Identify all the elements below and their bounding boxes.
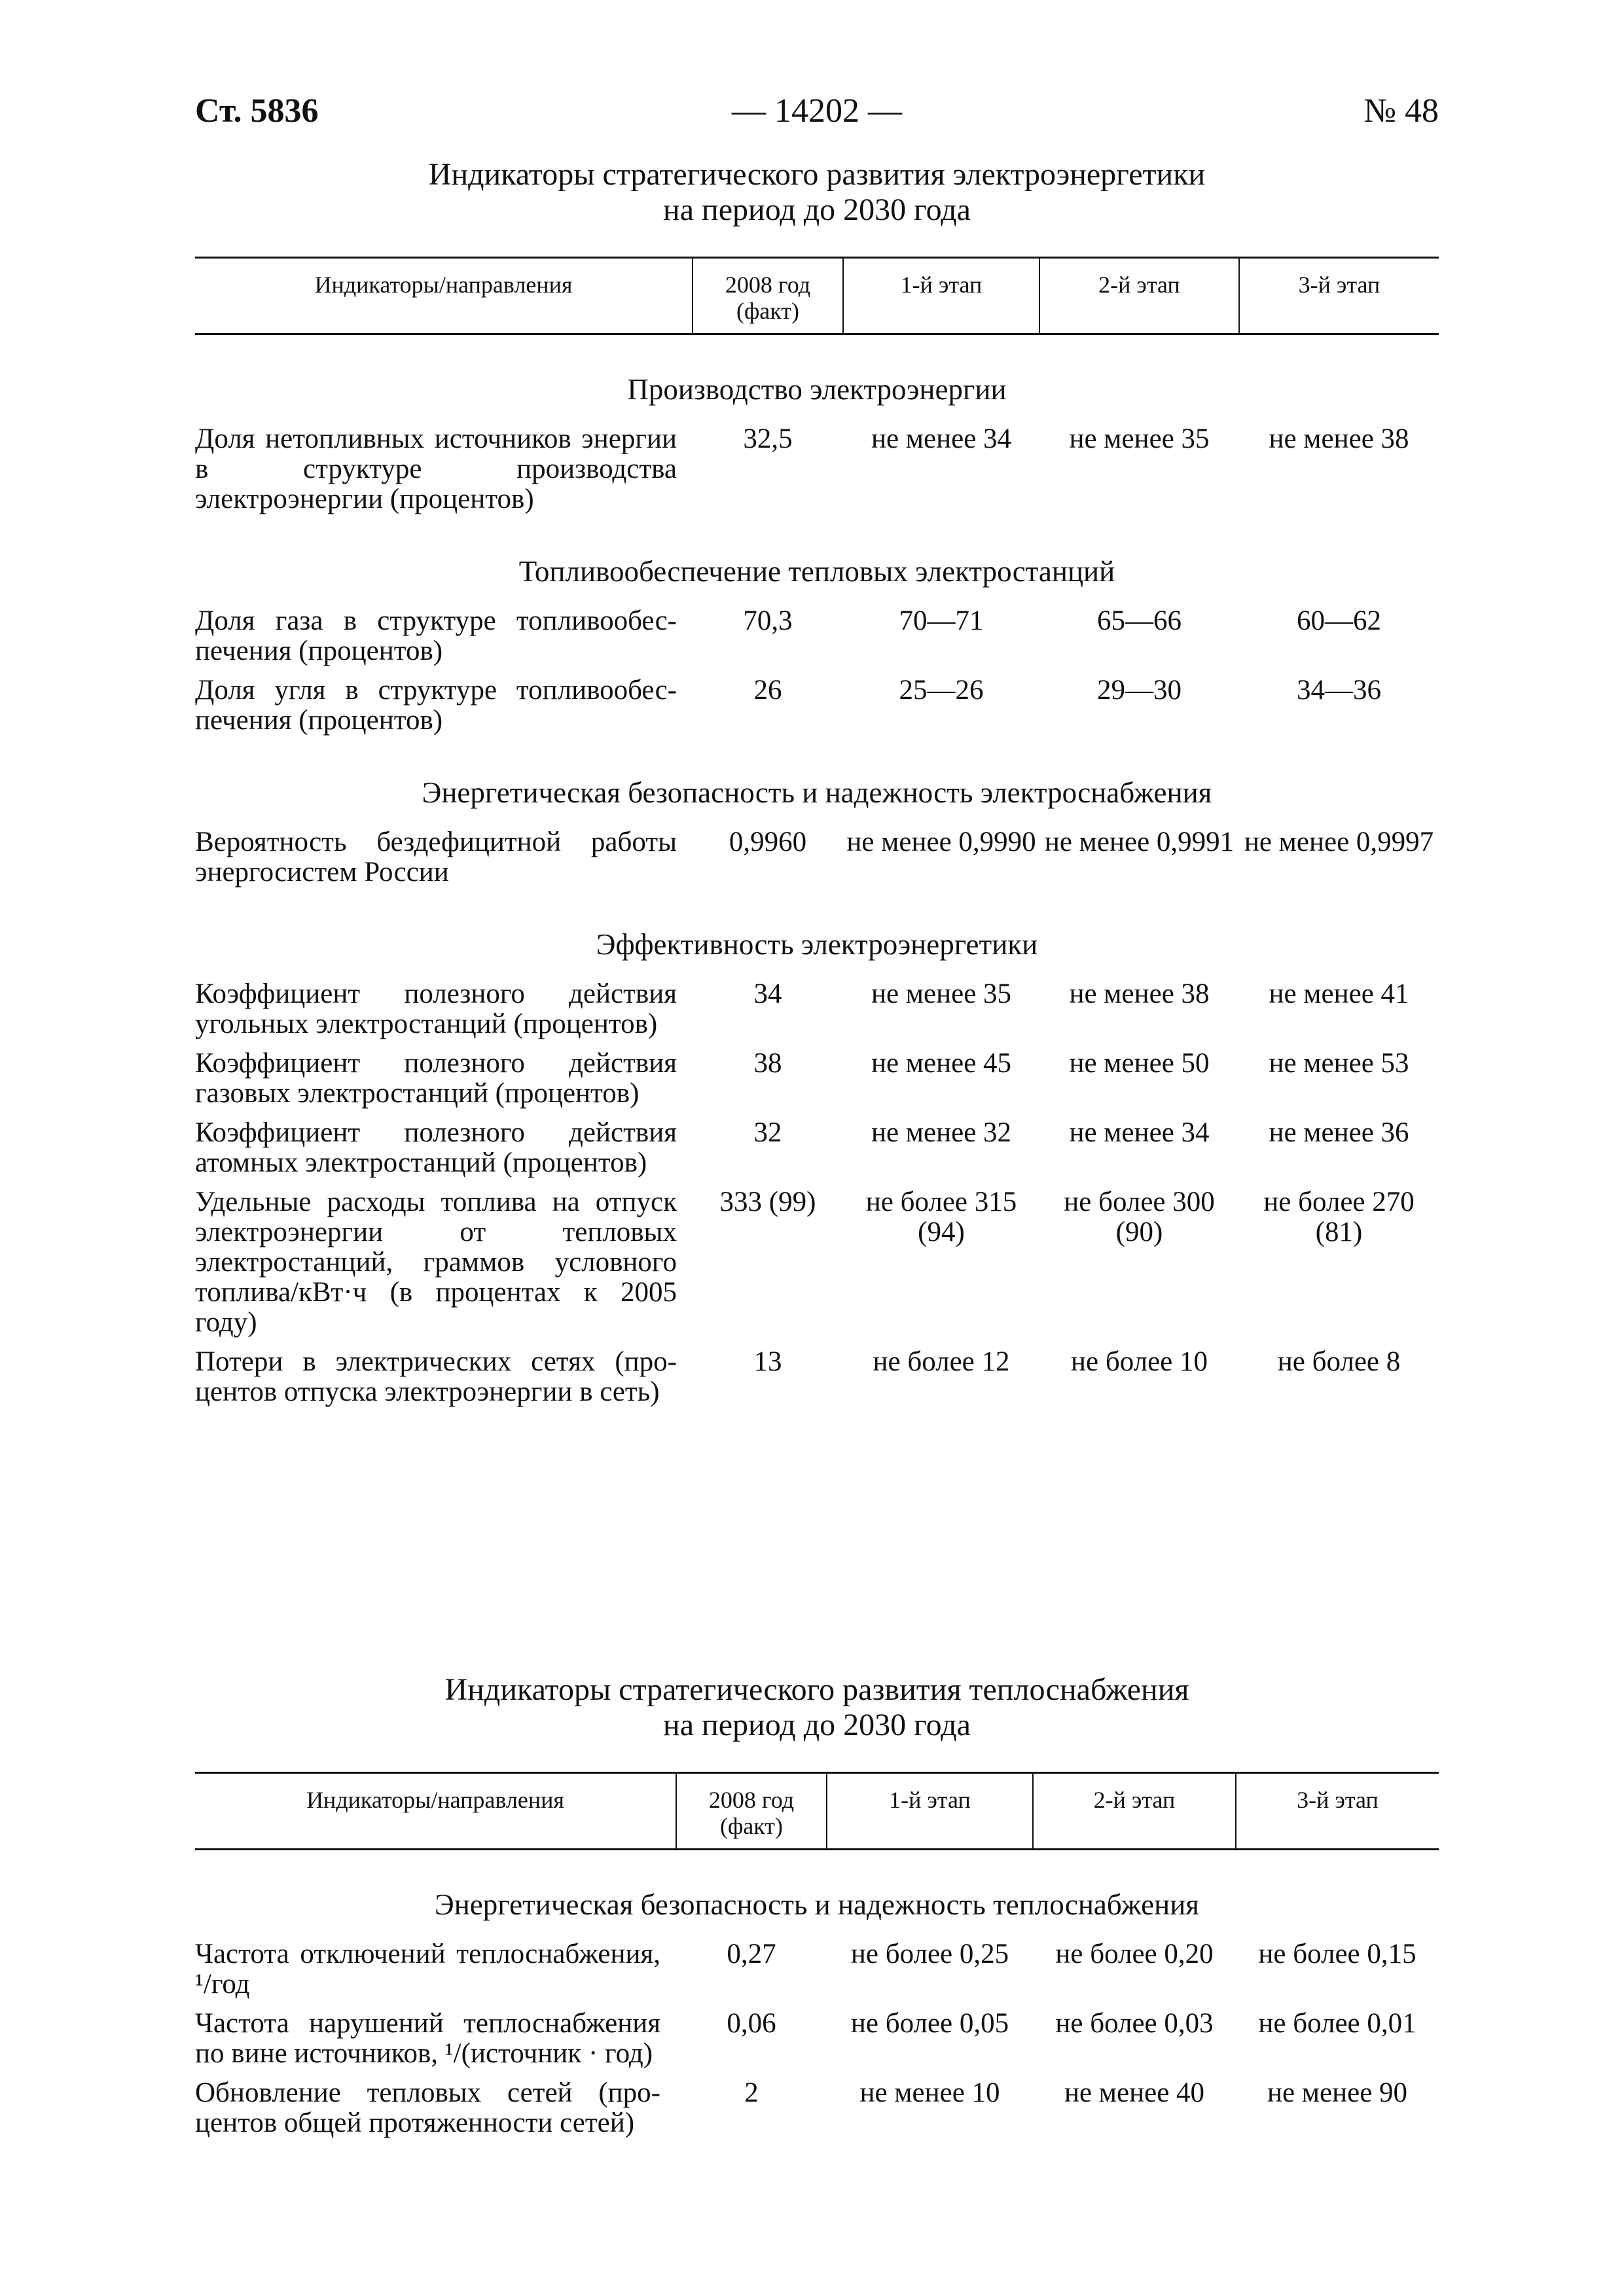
indicator-row	[195, 979, 1439, 1049]
col-header: Индикаторы/направления	[195, 258, 693, 334]
indicator-name: Вероятность бездефицитной работы энергосистем России	[195, 827, 677, 888]
indicator-value: 32,5	[743, 423, 793, 454]
indicator-row	[195, 606, 1439, 675]
group-heading-row	[195, 1850, 1439, 1940]
indicator-value: не менее 32	[871, 1117, 1012, 1148]
indicator-value: 0,27	[727, 1939, 776, 1969]
indicator-row	[195, 2078, 1439, 2147]
indicator-value: не менее 34	[1069, 1117, 1210, 1148]
indicator-value: не более 10	[1070, 1346, 1208, 1377]
indicator-name: Доля нетопливных источников энергии в структуре производства электроэнергии (процентов)	[195, 423, 677, 514]
indicator-value: не более 0,03	[1055, 2008, 1214, 2039]
indicator-value: не более 0,01	[1258, 2008, 1416, 2039]
indicator-name: Доля угля в структуре топливообеспечения (процентов)	[195, 675, 677, 736]
indicator-value: 60—62	[1297, 605, 1381, 636]
indicator-row	[195, 424, 1439, 524]
indicator-value: не менее 53	[1269, 1048, 1409, 1079]
indicator-value: не менее 35	[871, 978, 1012, 1009]
indicator-row	[195, 1118, 1439, 1187]
group-heading-row	[195, 334, 1439, 425]
group-heading-row	[195, 745, 1439, 827]
heat-table-title	[195, 1672, 1439, 1743]
indicator-value: 29—30	[1097, 675, 1182, 706]
indicator-value: 0,9960	[729, 827, 807, 857]
col-header: 1-й этап	[843, 258, 1039, 334]
issue-number: № 48	[1363, 92, 1439, 130]
heat-supply-indicators-table	[195, 1772, 1439, 2147]
col-header: 1-й этап	[827, 1773, 1033, 1850]
electricity-indicators-table	[195, 257, 1439, 1416]
col-header: 2-й этап	[1039, 258, 1239, 334]
indicator-value: 70,3	[743, 605, 793, 636]
indicator-value: не более 0,25	[850, 1939, 1009, 1969]
indicator-value: 65—66	[1097, 605, 1182, 636]
group-heading: Энергетическая безопасность и надежность теплоснабжения	[434, 1888, 1200, 1921]
article-number: Ст. 5836	[195, 92, 319, 130]
indicator-value: не менее 35	[1069, 423, 1210, 454]
indicator-row	[195, 1049, 1439, 1118]
group-heading: Эффективность электроэнергетики	[596, 928, 1038, 961]
indicator-row	[195, 675, 1439, 745]
indicator-value: не менее 0,9997	[1244, 827, 1434, 857]
col-header: 2-й этап	[1033, 1773, 1236, 1850]
indicator-value: не менее 45	[871, 1048, 1012, 1079]
indicator-value: не более 315 (94)	[865, 1187, 1017, 1247]
indicator-name: Частота нарушений теплоснабжения по вине источников, ¹/(источник · год)	[195, 2008, 660, 2069]
indicator-value: 26	[753, 675, 782, 706]
title-line: на период до 2030 года	[663, 1708, 971, 1742]
indicator-row	[195, 1187, 1439, 1347]
indicator-value: не менее 38	[1069, 978, 1210, 1009]
col-header: 2008 год (факт)	[676, 1773, 827, 1850]
indicator-value: 25—26	[899, 675, 984, 706]
page-header	[195, 92, 1439, 137]
indicator-value: не более 0,05	[850, 2008, 1009, 2039]
heat-supply-indicators-section	[195, 1672, 1439, 2147]
indicator-value: 2	[744, 2077, 759, 2108]
electricity-indicators-section	[195, 157, 1439, 1416]
indicator-row	[195, 1347, 1439, 1416]
title-line: Индикаторы стратегического развития теплоснабжения	[444, 1672, 1189, 1707]
group-heading: Энергетическая безопасность и надежность электроснабжения	[422, 776, 1212, 809]
group-heading: Топливообеспечение тепловых электростанций	[518, 555, 1115, 588]
col-header: 3-й этап	[1239, 258, 1439, 334]
indicator-value: не более 300 (90)	[1064, 1187, 1215, 1247]
group-heading-row	[195, 524, 1439, 606]
indicator-value: не менее 36	[1269, 1117, 1409, 1148]
indicator-name: Доля газа в структуре топливообеспечения (процентов)	[195, 605, 677, 666]
indicator-value: 0,06	[727, 2008, 776, 2039]
header-row	[195, 1773, 1439, 1850]
indicator-value: не менее 90	[1267, 2077, 1408, 2108]
indicator-value: не менее 38	[1269, 423, 1409, 454]
indicator-value: 70—71	[899, 605, 984, 636]
col-header: 2008 год (факт)	[693, 258, 843, 334]
col-header: Индикаторы/направления	[195, 1773, 676, 1850]
title-line: на период до 2030 года	[663, 192, 971, 227]
indicator-value: 333 (99)	[719, 1187, 816, 1217]
indicator-value: 32	[753, 1117, 782, 1148]
indicator-name: Обновление тепловых сетей (процентов общей протяженности сетей)	[195, 2077, 660, 2138]
indicator-value: не менее 50	[1069, 1048, 1210, 1079]
group-heading-row	[195, 897, 1439, 979]
indicator-value: не более 0,15	[1258, 1939, 1416, 1969]
col-header: 3-й этап	[1236, 1773, 1439, 1850]
indicator-name: Частота отключений теплоснабжения, ¹/год	[195, 1939, 660, 2000]
indicator-name: Потери в электрических сетях (процентов отпуска электроэнергии в сеть)	[195, 1346, 677, 1407]
indicator-value: 13	[753, 1346, 782, 1377]
header-row	[195, 258, 1439, 334]
indicator-name: Удельные расходы топлива на отпуск электроэнергии от тепловых электростанций, граммов условного топлива/кВт·ч (в процентах к 2005 году)	[195, 1187, 677, 1338]
indicator-value: не менее 10	[859, 2077, 1000, 2108]
indicator-name: Коэффициент полезного действия атомных электростанций (процентов)	[195, 1117, 677, 1178]
indicator-value: не менее 34	[871, 423, 1012, 454]
indicator-value: не менее 41	[1269, 978, 1409, 1009]
indicator-row	[195, 827, 1439, 897]
indicator-row	[195, 2009, 1439, 2078]
indicator-value: не более 270 (81)	[1263, 1187, 1415, 1247]
indicator-value: 34	[753, 978, 782, 1009]
indicator-name: Коэффициент полезного действия угольных электростанций (процентов)	[195, 978, 677, 1039]
indicator-name: Коэффициент полезного действия газовых электростанций (процентов)	[195, 1048, 677, 1109]
indicator-value: 38	[753, 1048, 782, 1079]
indicator-value: не менее 40	[1064, 2077, 1205, 2108]
indicator-value: не более 8	[1277, 1346, 1401, 1377]
indicator-value: не менее 0,9990	[846, 827, 1036, 857]
indicator-row	[195, 1939, 1439, 2009]
page-number: — 14202 —	[732, 92, 902, 130]
indicator-value: не менее 0,9991	[1044, 827, 1235, 857]
indicator-value: не более 12	[873, 1346, 1010, 1377]
title-line: Индикаторы стратегического развития электроэнергетики	[428, 157, 1206, 192]
group-heading: Производство электроэнергии	[627, 373, 1007, 406]
indicator-value: не более 0,20	[1055, 1939, 1214, 1969]
indicator-value: 34—36	[1297, 675, 1381, 706]
electricity-table-title	[195, 157, 1439, 228]
